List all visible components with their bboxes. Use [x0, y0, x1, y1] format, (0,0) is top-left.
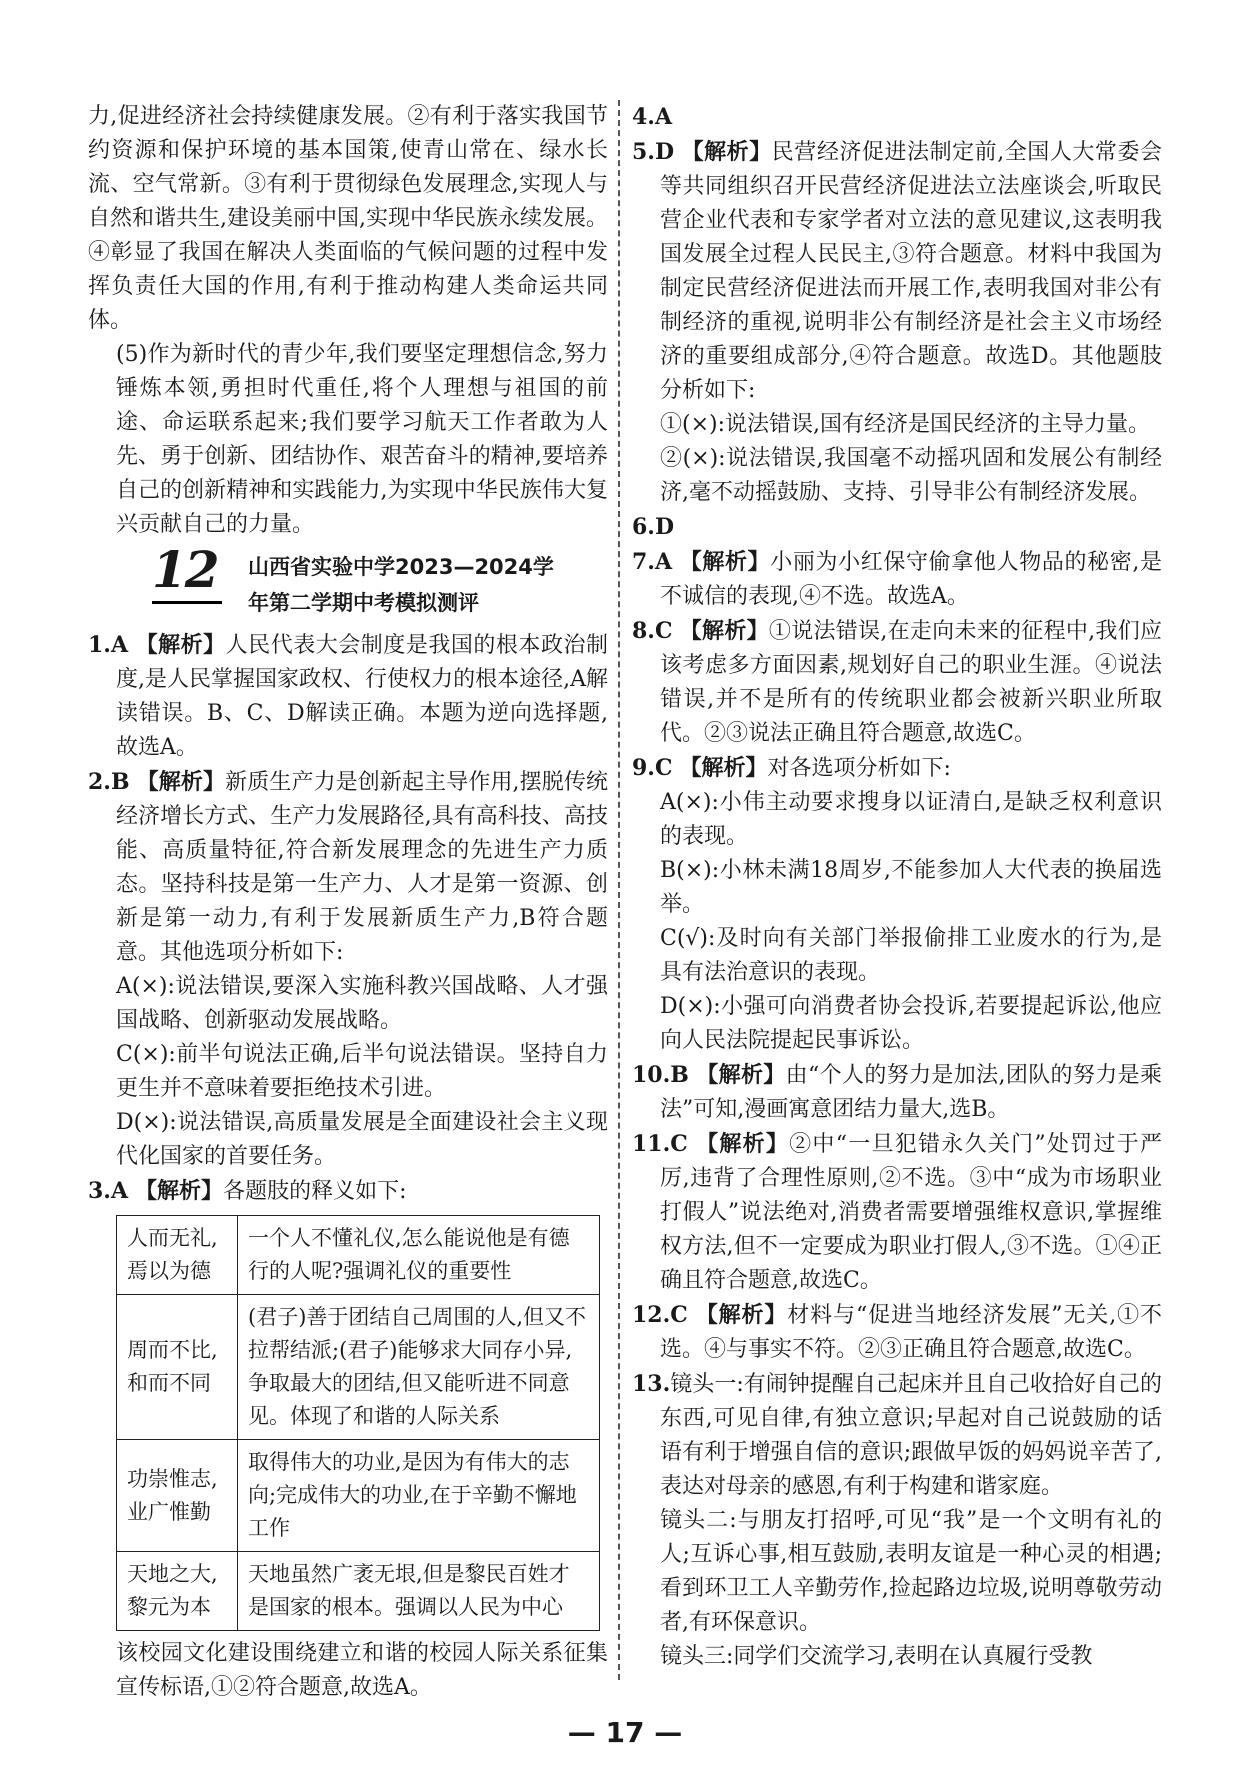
analysis-tag: 【解析】 — [681, 139, 772, 165]
answer-3 — [88, 1174, 608, 1705]
answer-3-text: 各题肢的释义如下: — [223, 1179, 407, 1204]
answer-2-option-c: C(×):前半句说法正确,后半句说法错误。坚持自力更生并不意味着要拒绝技术引进。 — [116, 1042, 608, 1101]
idiom-term: 人而无礼,焉以为德 — [117, 1216, 238, 1295]
answer-13-shot-2: 镜头二:与朋友打招呼,可见“我”是一个文明有礼的人;互诉心事,相互鼓励,表明友谊是一种心灵的相遇;看到环卫工人辛勤劳作,捡起路边垃圾,说明尊敬劳动者,有环保意识。 — [660, 1508, 1162, 1635]
idiom-term: 功崇惟志,业广惟勤 — [117, 1440, 238, 1552]
idiom-meaning: 一个人不懂礼仪,怎么能说他是有德行的人呢?强调礼仪的重要性 — [238, 1216, 600, 1295]
table-row — [117, 1295, 600, 1440]
answer-2-option-d: D(×):说法错误,高质量发展是全面建设社会主义现代化国家的首要任务。 — [116, 1110, 608, 1169]
right-column — [632, 100, 1162, 1674]
column-divider — [618, 100, 620, 1680]
answer-9-head: 9.C — [632, 755, 673, 781]
section-title-line-2: 年第二学期中考模拟测评 — [248, 591, 479, 615]
answer-9-text: 对各选项分析如下: — [767, 756, 951, 781]
prev-answer-continuation: 力,促进经济社会持续健康发展。②有利于落实我国节约资源和保护环境的基本国策,使青山常在、绿水长流、空气常新。③有利于贯彻绿色发展理念,实现人与自然和谐共生,建设美丽中国,实现中华民族永续发展。④彰显了我国在解决人类面临的气候问题的过程中发挥负责任大国的作用,有利于推动构建人类命运共同体。 — [88, 104, 608, 333]
answer-7-head: 7.A — [632, 549, 673, 575]
idiom-meaning: 天地虽然广袤无垠,但是黎民百姓才是国家的根本。强调以人民为中心 — [238, 1552, 600, 1631]
answer-1 — [88, 628, 608, 765]
left-column — [88, 100, 608, 1705]
answer-12-text: 材料与“促进当地经济发展”无关,①不选。④与事实不符。②③正确且符合题意,故选C。 — [660, 1303, 1162, 1362]
answer-9-option-d: D(×):小强可向消费者协会投诉,若要提起诉讼,他应向人民法院提起民事诉讼。 — [660, 994, 1162, 1053]
answer-8-head: 8.C — [632, 618, 673, 644]
answer-7-text: 小丽为小红保守偷拿他人物品的秘密,是不诚信的表现,④不选。故选A。 — [660, 550, 1162, 609]
table-row — [117, 1552, 600, 1631]
analysis-tag: 【解析】 — [679, 618, 769, 644]
section-number-underline — [152, 601, 222, 604]
answer-10-text: 由“个人的努力是加法,团队的努力是乘法”可知,漫画寓意团结力量大,选B。 — [660, 1063, 1162, 1122]
answer-2-option-a: A(×):说法错误,要深入实施科教兴国战略、人才强国战略、创新驱动发展战略。 — [116, 974, 608, 1033]
analysis-tag: 【解析】 — [135, 1178, 224, 1204]
answer-1-text: 人民代表大会制度是我国的根本政治制度,是人民掌握国家政权、行使权力的根本途径,A解读错误。B、C、D解读正确。本题为逆向选择题,故选A。 — [116, 633, 608, 760]
answer-5-head: 5.D — [632, 139, 675, 165]
answer-3-conclusion: 该校园文化建设围绕建立和谐的校园人际关系征集宣传标语,①②符合题意,故选A。 — [116, 1641, 608, 1700]
answer-12-head: 12.C — [632, 1302, 688, 1328]
idiom-meaning: (君子)善于团结自己周围的人,但又不拉帮结派;(君子)能够求大同存小异,争取最大的团结,但又能听进不同意见。体现了和谐的人际关系 — [238, 1295, 600, 1440]
section-number: 12 — [152, 540, 218, 599]
analysis-tag: 【解析】 — [696, 1062, 786, 1088]
answer-13 — [632, 1367, 1162, 1674]
table-row — [117, 1216, 600, 1295]
answer-2-head: 2.B — [88, 769, 130, 795]
answer-9-option-a: A(×):小伟主动要求搜身以证清白,是缺乏权利意识的表现。 — [660, 790, 1162, 849]
page-number: — 17 — — [567, 1716, 683, 1749]
table-row — [117, 1440, 600, 1552]
answer-13-shot-1: 镜头一:有闹钟提醒自己起床并且自己收拾好自己的东西,可见自律,有独立意识;早起对自己说鼓励的话语有利于增强自信的意识;跟做早饭的妈妈说辛苦了,表达对母亲的感恩,有利于构建和谐家庭。 — [660, 1372, 1162, 1499]
idiom-term: 天地之大,黎元为本 — [117, 1552, 238, 1631]
answer-5-option-2: ②(×):说法错误,我国毫不动摇巩固和发展公有制经济,毫不动摇鼓励、支持、引导非公有制经济发展。 — [660, 446, 1162, 505]
answer-2 — [88, 765, 608, 1174]
answer-13-head: 13. — [632, 1371, 671, 1397]
answer-5-text: 民营经济促进法制定前,全国人大常委会等共同组织召开民营经济促进法立法座谈会,听取民营企业代表和专家学者对立法的意见建议,这表明我国发展全过程人民民主,③符合题意。材料中我国为制定民营经济促进法而开展工作,表明我国对非公有制经济的重视,说明非公有制经济是社会主义市场经济的重要组成部分,④符合题意。故选D。其他题肢分析如下: — [660, 140, 1162, 403]
answer-11-head: 11.C — [632, 1131, 688, 1157]
answer-3-head: 3.A — [88, 1178, 129, 1204]
analysis-tag: 【解析】 — [135, 632, 226, 658]
answer-12 — [632, 1298, 1162, 1367]
answer-8-text: ①说法错误,在走向未来的征程中,我们应该考虑多方面因素,规划好自己的职业生涯。④说法错误,并不是所有的传统职业都会被新兴职业所取代。②③说法正确且符合题意,故选C。 — [660, 619, 1162, 746]
answer-6 — [632, 510, 1162, 545]
analysis-tag: 【解析】 — [679, 549, 771, 575]
answer-11-text: ②中“一旦犯错永久关门”处罚过于严厉,违背了合理性原则,②不选。③中“成为市场职业打假人”说法绝对,消费者需要增强维权意识,掌握维权方法,但不一定要成为职业打假人,③不选。①④正确且符合题意,故选C。 — [660, 1132, 1162, 1293]
prev-answer-part-5: (5)作为新时代的青少年,我们要坚定理想信念,努力锤炼本领,勇担时代重任,将个人理想与祖国的前途、命运联系起来;我们要学习航天工作者敢为人先、勇于创新、团结协作、艰苦奋斗的精神,要培养自己的创新精神和实践能力,为实现中华民族伟大复兴贡献自己的力量。 — [116, 342, 608, 537]
answer-4 — [632, 100, 1162, 135]
answer-4-head: 4.A — [632, 104, 673, 130]
answer-6-head: 6.D — [632, 514, 675, 540]
answer-7 — [632, 545, 1162, 614]
idiom-term: 周而不比,和而不同 — [117, 1295, 238, 1440]
idiom-meaning: 取得伟大的功业,是因为有伟大的志向;完成伟大的功业,在于辛勤不懈地工作 — [238, 1440, 600, 1552]
answer-10 — [632, 1058, 1162, 1127]
answer-9-option-b: B(×):小林未满18周岁,不能参加人大代表的换届选举。 — [660, 858, 1162, 917]
answer-5 — [632, 135, 1162, 510]
answer-9 — [632, 751, 1162, 1058]
analysis-tag: 【解析】 — [679, 755, 768, 781]
answer-9-option-c: C(√):及时向有关部门举报偷排工业废水的行为,是具有法治意识的表现。 — [660, 926, 1162, 985]
answer-10-head: 10.B — [632, 1062, 689, 1088]
answer-5-option-1: ①(×):说法错误,国有经济是国民经济的主导力量。 — [660, 412, 1151, 437]
section-heading — [88, 540, 608, 626]
answer-1-head: 1.A — [88, 632, 129, 658]
answer-2-text: 新质生产力是创新起主导作用,摆脱传统经济增长方式、生产力发展路径,具有高科技、高技能、高质量特征,符合新发展理念的先进生产力质态。坚持科技是第一生产力、人才是第一资源、创新是第一动力,有利于发展新质生产力,B符合题意。其他选项分析如下: — [116, 770, 608, 965]
answer-11 — [632, 1127, 1162, 1298]
answer-13-shot-3: 镜头三:同学们交流学习,表明在认真履行受教 — [660, 1644, 1093, 1669]
idiom-table — [116, 1215, 600, 1631]
section-title-line-1: 山西省实验中学2023—2024学 — [248, 555, 554, 579]
analysis-tag: 【解析】 — [136, 769, 226, 795]
analysis-tag: 【解析】 — [695, 1302, 788, 1328]
analysis-tag: 【解析】 — [696, 1131, 790, 1157]
answer-8 — [632, 614, 1162, 751]
